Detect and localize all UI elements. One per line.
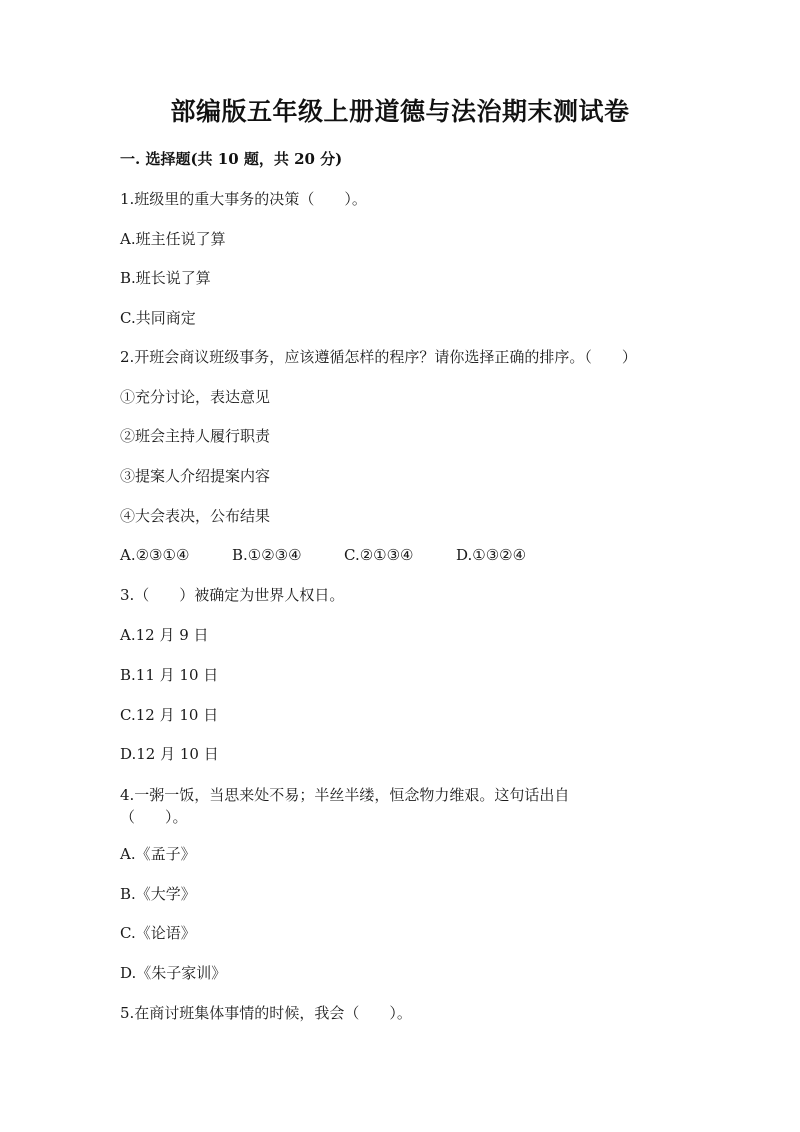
question-2-stem: 2.开班会商议班级事务，应该遵循怎样的程序？请你选择正确的排序。（ ） [120,348,637,366]
question-1-stem: 1.班级里的重大事务的决策（ ）。 [120,190,367,208]
question-2-step-2: ②班会主持人履行职责 [120,427,271,445]
section-heading: 一. 选择题(共 10 题，共 20 分) [120,150,343,168]
question-4-option-a: A.《孟子》 [120,845,196,863]
question-1-option-b: B.班长说了算 [120,269,211,287]
question-2-option-d: D.①③②④ [456,546,527,564]
question-2-options [120,544,526,566]
question-1-option-a: A.班主任说了算 [120,230,226,248]
question-4-option-c: C.《论语》 [120,924,196,942]
question-4-stem: 4.一粥一饭，当思来处不易；半丝半缕，恒念物力维艰。这句话出自（ ）。 [120,786,570,826]
question-3-option-d: D.12 月 10 日 [120,745,219,763]
question-3-stem: 3.（ ）被确定为世界人权日。 [120,586,345,604]
question-4-option-d: D.《朱子家训》 [120,964,227,982]
question-3-option-a: A.12 月 9 日 [120,626,209,644]
page-title: 部编版五年级上册道德与法治期末测试卷 [170,97,630,126]
question-5-stem: 5.在商讨班集体事情的时候，我会（ ）。 [120,1004,412,1022]
question-3-option-c: C.12 月 10 日 [120,706,219,724]
question-2-step-4: ④大会表决，公布结果 [120,507,271,525]
question-4-option-b: B.《大学》 [120,885,196,903]
question-3-option-b: B.11 月 10 日 [120,666,219,684]
question-2-option-c: C.②①③④ [344,546,414,564]
question-2-step-3: ③提案人介绍提案内容 [120,467,271,485]
question-1-option-c: C.共同商定 [120,309,196,327]
question-2-option-a: A.②③①④ [120,546,190,564]
question-2-option-b: B.①②③④ [232,546,302,564]
question-2-step-1: ①充分讨论，表达意见 [120,388,271,406]
